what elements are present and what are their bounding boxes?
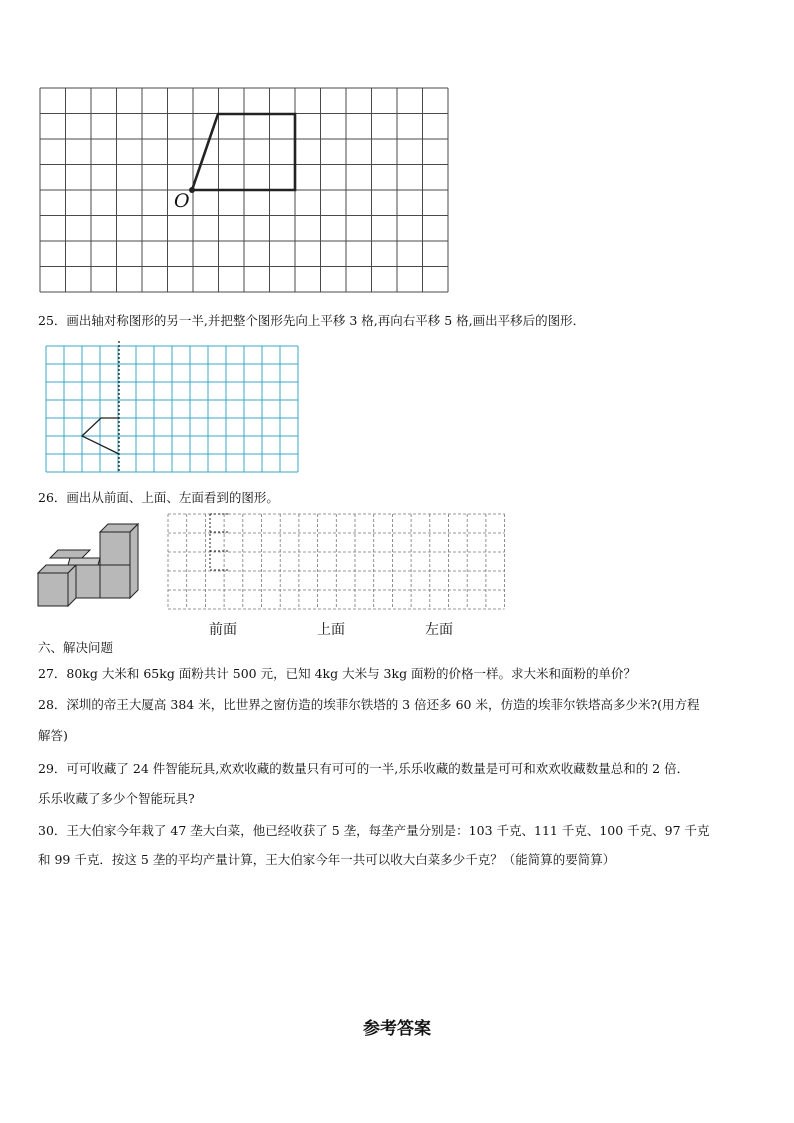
question-30-line1: 30．王大伯家今年栽了 47 垄大白菜，他已经收获了 5 垄，每垄产量分别是：103 千克、111 千克、100 千克、97 千克 bbox=[38, 823, 710, 838]
section-6-heading: 六、解决问题 bbox=[38, 640, 114, 655]
question-29-line1: 29．可可收藏了 24 件智能玩具,欢欢收藏的数量只有可可的一半,乐乐收藏的数量是可可和欢欢收藏数量总和的 2 倍． bbox=[38, 761, 690, 776]
question-28-line1: 28．深圳的帝王大厦高 384 米，比世界之窗仿造的埃菲尔铁塔的 3 倍还多 60 米，仿造的埃菲尔铁塔高多少米?(用方程 bbox=[38, 697, 700, 712]
answer-key-title: 参考答案 bbox=[363, 1019, 431, 1039]
label-left-view: 左面 bbox=[425, 622, 453, 638]
question-29-line2: 乐乐收藏了多少个智能玩具? bbox=[38, 791, 195, 806]
point-o-label: O bbox=[174, 190, 190, 212]
question-25: 25．画出轴对称图形的另一半,并把整个图形先向上平移 3 格,再向右平移 5 格,画出平移后的图形． bbox=[38, 313, 586, 328]
label-front-view: 前面 bbox=[209, 622, 237, 638]
label-top-view: 上面 bbox=[317, 622, 345, 638]
question-28-line2: 解答) bbox=[38, 728, 68, 743]
question-30-line2: 和 99 千克．按这 5 垄的平均产量计算，王大伯家今年一共可以收大白菜多少千克？（能简算的要简算） bbox=[38, 852, 616, 867]
question-27: 27．80kg 大米和 65kg 面粉共计 500 元，已知 4kg 大米与 3kg 面粉的价格一样。求大米和面粉的单价？ bbox=[38, 666, 637, 681]
question-26: 26．画出从前面、上面、左面看到的图形。 bbox=[38, 490, 279, 505]
